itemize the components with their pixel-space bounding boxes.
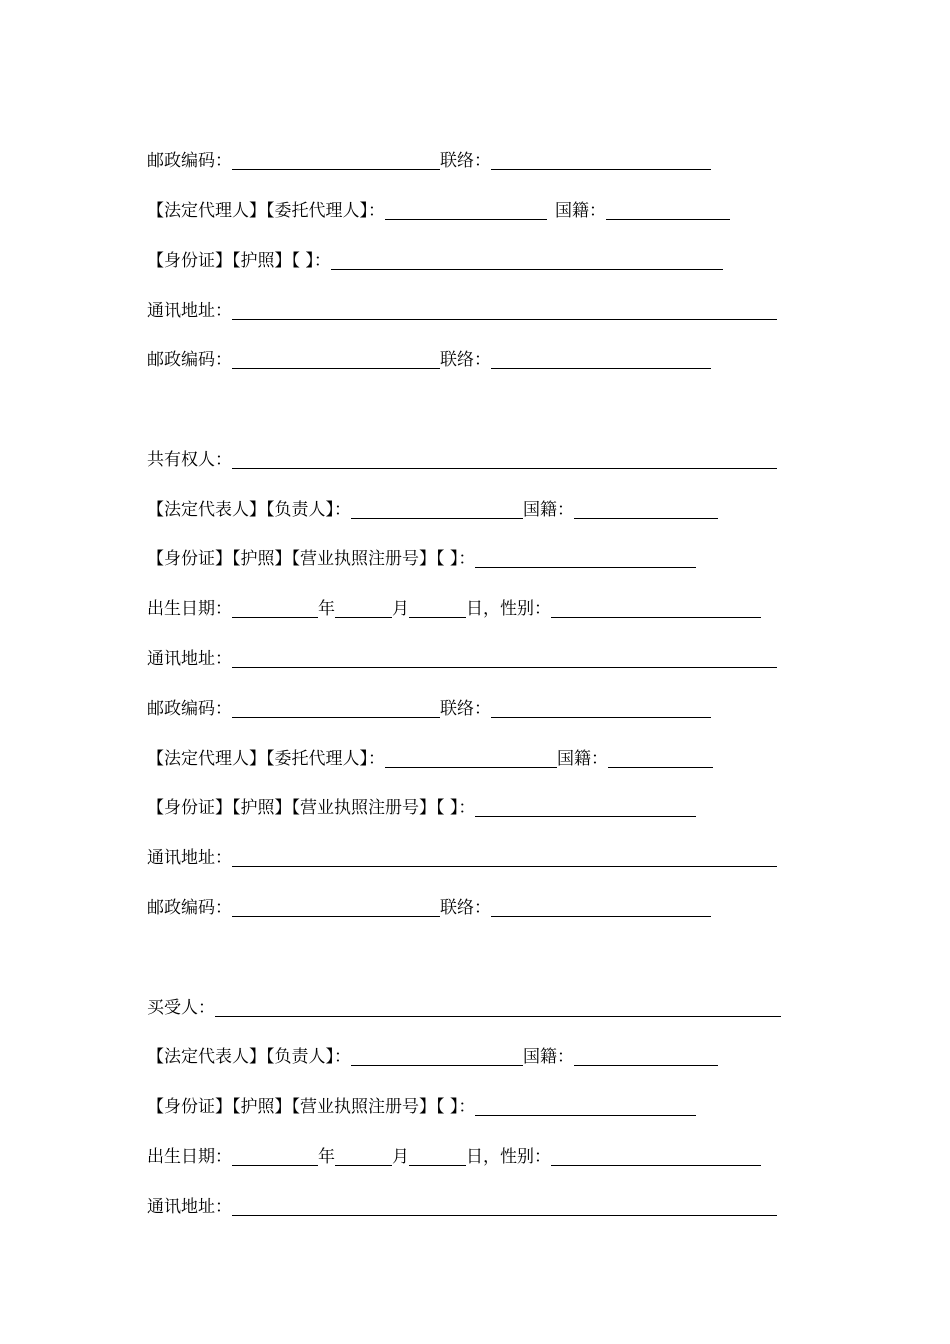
month-label: 月 [392, 599, 409, 619]
postcode-row-3 [147, 696, 711, 720]
contact-field[interactable] [491, 699, 711, 718]
address-row-2 [147, 646, 777, 670]
contact-label: 联络： [440, 151, 491, 171]
nationality-label: 国籍： [555, 201, 606, 221]
id-label: 【身份证】【护照】【营业执照注册号】【 】： [147, 549, 476, 569]
postcode-label: 邮政编码： [147, 898, 232, 918]
birth-day-field[interactable] [409, 1147, 466, 1166]
co-owner-row [147, 447, 777, 471]
gender-field[interactable] [551, 599, 761, 618]
id-row-3 [147, 795, 696, 819]
day-gender-label: 日，性别： [466, 599, 551, 619]
id-label: 【身份证】【护照】【营业执照注册号】【 】： [147, 798, 476, 818]
contact-field[interactable] [491, 350, 711, 369]
postcode-label: 邮政编码： [147, 699, 232, 719]
postcode-row-2 [147, 347, 711, 371]
birth-year-field[interactable] [232, 599, 318, 618]
address-field[interactable] [232, 649, 777, 668]
contact-field[interactable] [491, 151, 711, 170]
address-field[interactable] [232, 1197, 777, 1216]
contact-label: 联络： [440, 898, 491, 918]
address-field[interactable] [232, 301, 777, 320]
address-label: 通讯地址： [147, 301, 232, 321]
id-label: 【身份证】【护照】【营业执照注册号】【 】： [147, 1097, 476, 1117]
birth-day-field[interactable] [409, 599, 466, 618]
address-row-1 [147, 298, 777, 322]
birth-row-2 [147, 1144, 761, 1168]
day-gender-label: 日，性别： [466, 1147, 551, 1167]
address-label: 通讯地址： [147, 649, 232, 669]
year-label: 年 [318, 599, 335, 619]
agent-label: 【法定代理人】【委托代理人】： [147, 749, 385, 769]
representative-row-1 [147, 497, 718, 521]
id-row-1 [147, 248, 723, 272]
agent-row-2 [147, 746, 713, 770]
address-row-3 [147, 845, 777, 869]
nationality-label: 国籍： [523, 500, 574, 520]
id-field[interactable] [475, 549, 696, 568]
agent-label: 【法定代理人】【委托代理人】： [147, 201, 385, 221]
buyer-row [147, 995, 781, 1019]
contact-label: 联络： [440, 350, 491, 370]
id-row-4 [147, 1094, 696, 1118]
postcode-field[interactable] [232, 151, 440, 170]
representative-field[interactable] [351, 1047, 523, 1066]
agent-field[interactable] [385, 749, 557, 768]
birth-month-field[interactable] [335, 1147, 392, 1166]
postcode-field[interactable] [232, 350, 440, 369]
year-label: 年 [318, 1147, 335, 1167]
gender-field[interactable] [551, 1147, 761, 1166]
address-label: 通讯地址： [147, 1197, 232, 1217]
id-row-2 [147, 546, 696, 570]
contact-label: 联络： [440, 699, 491, 719]
co-owner-field[interactable] [232, 450, 777, 469]
nationality-label: 国籍： [523, 1047, 574, 1067]
birth-month-field[interactable] [335, 599, 392, 618]
month-label: 月 [392, 1147, 409, 1167]
id-field[interactable] [475, 798, 696, 817]
birth-label: 出生日期： [147, 599, 232, 619]
birth-label: 出生日期： [147, 1147, 232, 1167]
id-field[interactable] [475, 1097, 696, 1116]
birth-row-1 [147, 596, 761, 620]
postcode-label: 邮政编码： [147, 151, 232, 171]
contact-field[interactable] [491, 898, 711, 917]
postcode-field[interactable] [232, 699, 440, 718]
postcode-label: 邮政编码： [147, 350, 232, 370]
buyer-label: 买受人： [147, 998, 215, 1018]
id-field[interactable] [331, 251, 723, 270]
nationality-field[interactable] [574, 500, 718, 519]
representative-row-2 [147, 1044, 718, 1068]
postcode-row-1 [147, 148, 711, 172]
nationality-field[interactable] [608, 749, 713, 768]
postcode-field[interactable] [232, 898, 440, 917]
id-label: 【身份证】【护照】【 】： [147, 251, 331, 271]
nationality-label: 国籍： [557, 749, 608, 769]
agent-row-1 [147, 198, 730, 222]
address-label: 通讯地址： [147, 848, 232, 868]
address-field[interactable] [232, 848, 777, 867]
birth-year-field[interactable] [232, 1147, 318, 1166]
address-row-4 [147, 1194, 777, 1218]
co-owner-label: 共有权人： [147, 450, 232, 470]
agent-field[interactable] [385, 201, 547, 220]
nationality-field[interactable] [606, 201, 730, 220]
postcode-row-4 [147, 895, 711, 919]
representative-label: 【法定代表人】【负责人】： [147, 500, 351, 520]
representative-label: 【法定代表人】【负责人】： [147, 1047, 351, 1067]
representative-field[interactable] [351, 500, 523, 519]
buyer-field[interactable] [215, 998, 781, 1017]
nationality-field[interactable] [574, 1047, 718, 1066]
